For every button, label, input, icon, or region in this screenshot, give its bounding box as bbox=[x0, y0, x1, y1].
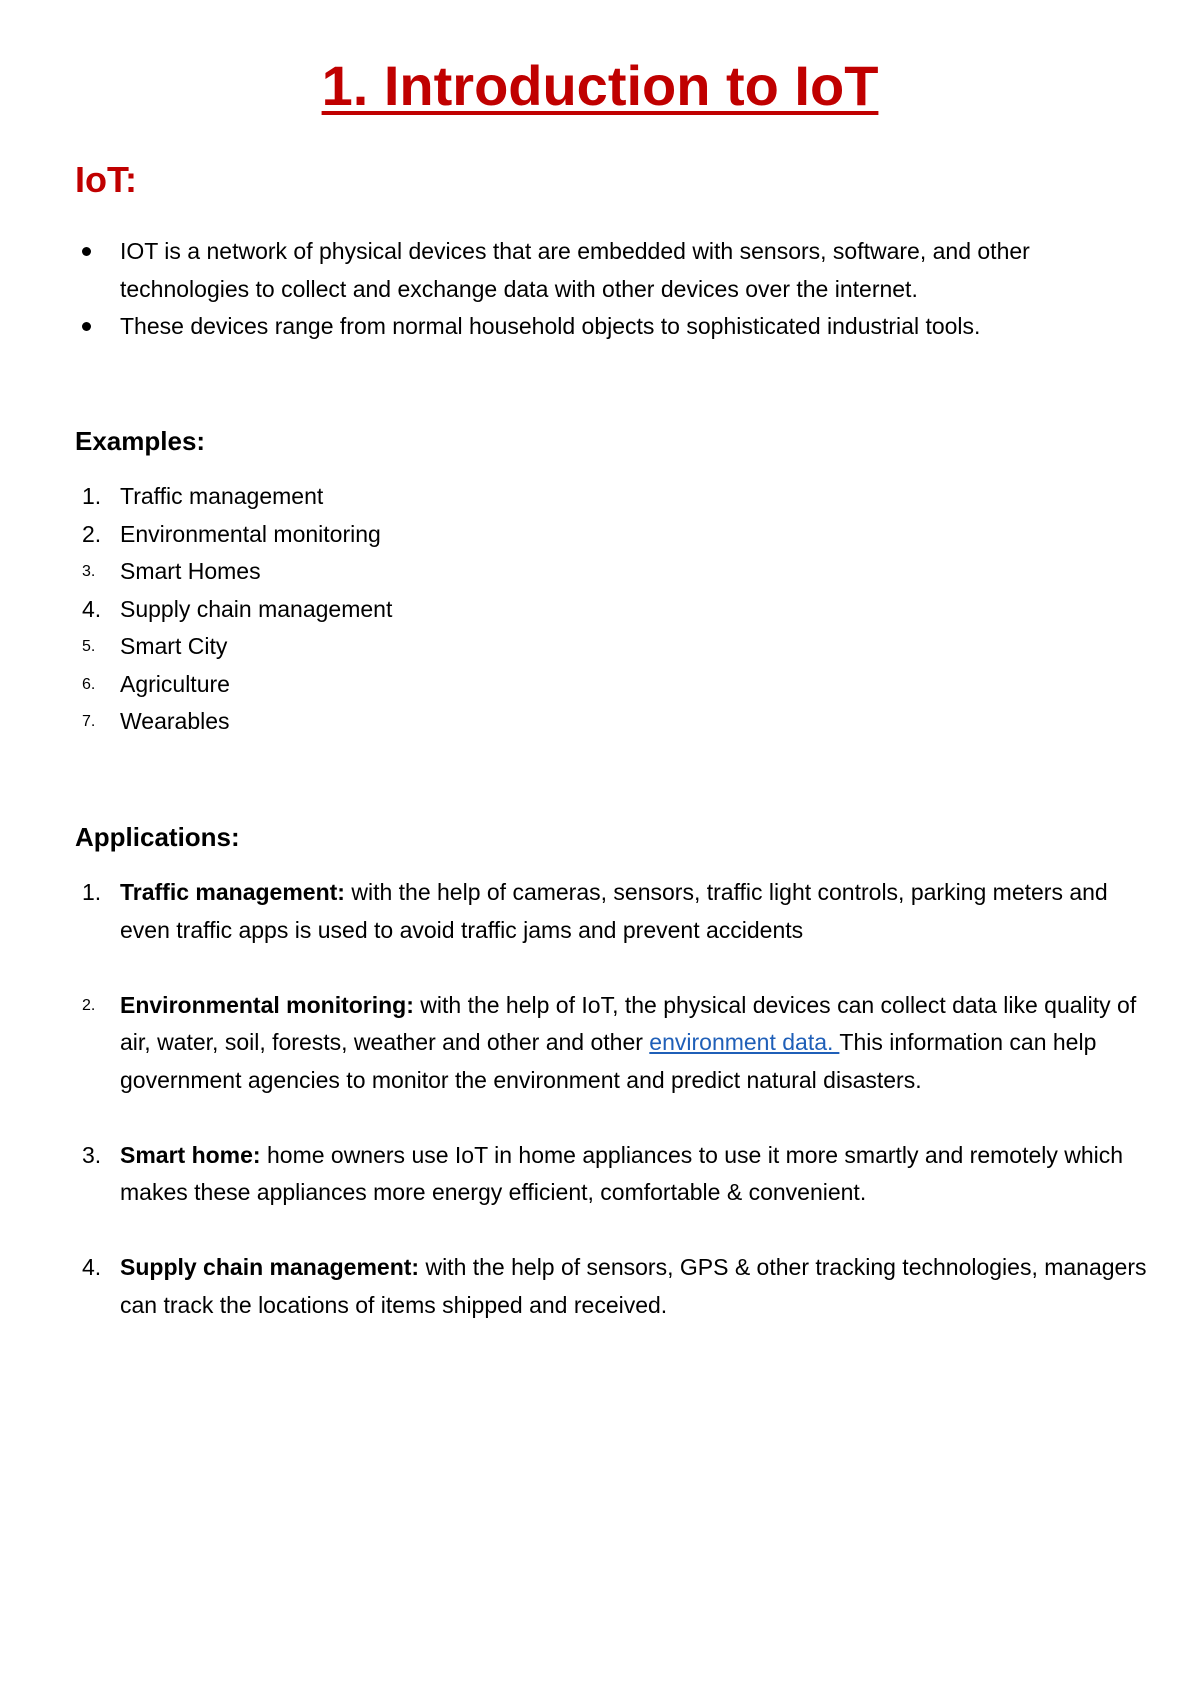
iot-heading: IoT: bbox=[75, 159, 137, 200]
list-item-text: IOT is a network of physical devices that are embedded with sensors, software, and other technologies to collect and exchange data with other devices over the internet. bbox=[120, 238, 1030, 302]
list-item bbox=[0, 591, 1160, 629]
list-number: 7. bbox=[82, 713, 96, 730]
list-number: 2. bbox=[82, 520, 102, 547]
list-item bbox=[0, 666, 1160, 704]
list-item bbox=[0, 628, 1160, 666]
list-item-text: Smart City bbox=[120, 633, 228, 659]
document-title-text: 1. Introduction to IoT bbox=[321, 54, 879, 117]
list-item bbox=[0, 1249, 1160, 1324]
bullet-icon bbox=[82, 322, 91, 331]
list-item bbox=[0, 553, 1160, 591]
application-term: Traffic management: bbox=[120, 879, 345, 905]
application-text-after: This information can help government agencies to monitor the environment and predict natural disasters. bbox=[120, 1029, 1097, 1093]
list-item bbox=[0, 1137, 1160, 1212]
list-item-text: Smart Homes bbox=[120, 558, 261, 584]
list-number: 4. bbox=[82, 1254, 102, 1280]
application-text: with the help of IoT, the physical devices can collect data like quality of air, water, soil, forests, weather and other and other bbox=[120, 991, 1137, 1055]
list-number: 5. bbox=[82, 638, 96, 655]
list-number: 3. bbox=[82, 1141, 102, 1168]
list-number: 1. bbox=[82, 483, 102, 509]
application-text: with the help of sensors, GPS & other tracking technologies, managers can track the locations of items shipped and received. bbox=[120, 1254, 1147, 1318]
list-number: 1. bbox=[82, 879, 102, 905]
list-item bbox=[0, 478, 1160, 516]
list-item-text: Environmental monitoring bbox=[120, 520, 381, 547]
applications-heading: Applications: bbox=[75, 822, 240, 852]
bullet-icon bbox=[82, 247, 91, 256]
examples-heading: Examples: bbox=[75, 426, 206, 456]
list-item-text: Traffic management bbox=[120, 483, 324, 509]
examples-list bbox=[0, 478, 1160, 741]
iot-bullet-list bbox=[0, 233, 1160, 346]
document-title bbox=[0, 52, 1200, 120]
list-item-text: Wearables bbox=[120, 708, 230, 734]
environment-data-link[interactable]: environment data. bbox=[649, 1029, 840, 1055]
list-number: 3. bbox=[82, 563, 96, 580]
application-term: Smart home: bbox=[120, 1141, 261, 1168]
list-item bbox=[0, 516, 1160, 554]
applications-list bbox=[0, 874, 1160, 1324]
list-item-text: Agriculture bbox=[120, 670, 230, 697]
list-item bbox=[0, 874, 1160, 949]
list-item bbox=[0, 703, 1160, 741]
list-item bbox=[0, 987, 1160, 1100]
list-item-text: These devices range from normal household objects to sophisticated industrial tools. bbox=[120, 313, 981, 339]
list-number: 2. bbox=[82, 996, 96, 1014]
list-item-text: Supply chain management bbox=[120, 595, 393, 622]
application-term: Environmental monitoring: bbox=[120, 991, 414, 1018]
list-number: 4. bbox=[82, 595, 102, 622]
application-term: Supply chain management: bbox=[120, 1254, 420, 1280]
application-text: home owners use IoT in home appliances to use it more smartly and remotely which makes these appliances more energy efficient, comfortable & convenient. bbox=[120, 1141, 1124, 1205]
application-text: with the help of cameras, sensors, traffic light controls, parking meters and even traffic apps is used to avoid traffic jams and prevent accidents bbox=[120, 879, 1108, 943]
list-item bbox=[0, 308, 1160, 346]
list-item bbox=[0, 233, 1160, 308]
list-number: 6. bbox=[82, 675, 96, 693]
